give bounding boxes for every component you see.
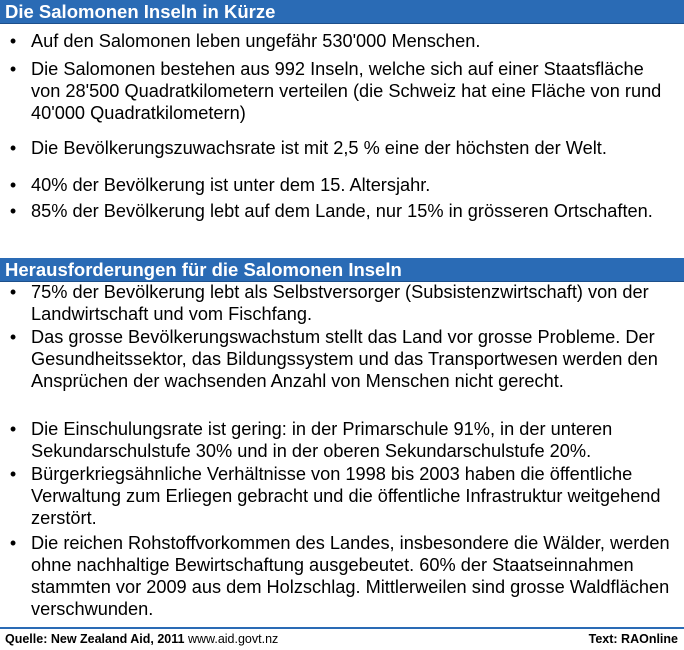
bullet-icon: • <box>9 31 17 51</box>
footer-text-credit: Text: RAOnline <box>588 632 678 646</box>
list-item-text: 85% der Bevölkerung lebt auf dem Lande, nur 15% in grösseren Ortschaften. <box>31 201 653 221</box>
bullet-icon: • <box>9 138 17 158</box>
list-item-text: Auf den Salomonen leben ungefähr 530'000 Menschen. <box>31 31 481 51</box>
footer-source-label: Quelle: New Zealand Aid, 2011 <box>5 632 185 646</box>
section-title-overview: Die Salomonen Inseln in Kürze <box>0 0 684 24</box>
list-item-text: 40% der Bevölkerung ist unter dem 15. Altersjahr. <box>31 175 431 195</box>
bullet-icon: • <box>9 533 17 553</box>
footer-divider <box>0 627 684 629</box>
footer-source-link[interactable]: www.aid.govt.nz <box>187 632 279 646</box>
section-title-challenges: Herausforderungen für die Salomonen Inseln <box>0 258 684 282</box>
list-item-text: Die Salomonen bestehen aus 992 Inseln, welche sich auf einer Staatsfläche von 28'500 Quadratkilometern verteilen (die Schweiz hat eine Fläche von rund 40'000 Quadratkilometern) <box>31 59 662 123</box>
bullet-icon: • <box>9 282 17 302</box>
bullet-icon: • <box>9 464 17 484</box>
list-item-text: Die Bevölkerungszuwachsrate ist mit 2,5 % eine der höchsten der Welt. <box>31 138 607 158</box>
list-item-text: Die reichen Rohstoffvorkommen des Landes, insbesondere die Wälder, werden ohne nachhaltige Bewirtschaftung ausgebeutet. 60% der Staatseinnahmen stammten vor 2009 aus dem Holzschlag. Mittlerweilen sind grosse Waldflächen verschwunden. <box>31 533 670 619</box>
footer <box>0 631 684 650</box>
list-item-text: Die Einschulungsrate ist gering: in der Primarschule 91%, in der unteren Sekundarschulstufe 30% und in der oberen Sekundarschulstufe 20%. <box>31 419 613 461</box>
list-item-text: Das grosse Bevölkerungswachstum stellt das Land vor grosse Probleme. Der Gesundheitssektor, das Bildungssystem und das Transportwesen werden den Ansprüchen der wachsenden Anzahl von Menschen nicht gerecht. <box>31 327 658 391</box>
list-item-text: 75% der Bevölkerung lebt als Selbstversorger (Subsistenzwirtschaft) von der Landwirtschaft und vom Fischfang. <box>31 282 649 324</box>
footer-source <box>5 631 278 648</box>
list-item-text: Bürgerkriegsähnliche Verhältnisse von 1998 bis 2003 haben die öffentliche Verwaltung zum Erliegen gebracht und die öffentliche Infrastruktur weitgehend zerstört. <box>31 464 661 528</box>
bullet-icon: • <box>9 419 17 439</box>
bullet-icon: • <box>9 201 17 221</box>
bullet-icon: • <box>9 327 17 347</box>
bullet-icon: • <box>9 59 17 79</box>
bullet-icon: • <box>9 175 17 195</box>
